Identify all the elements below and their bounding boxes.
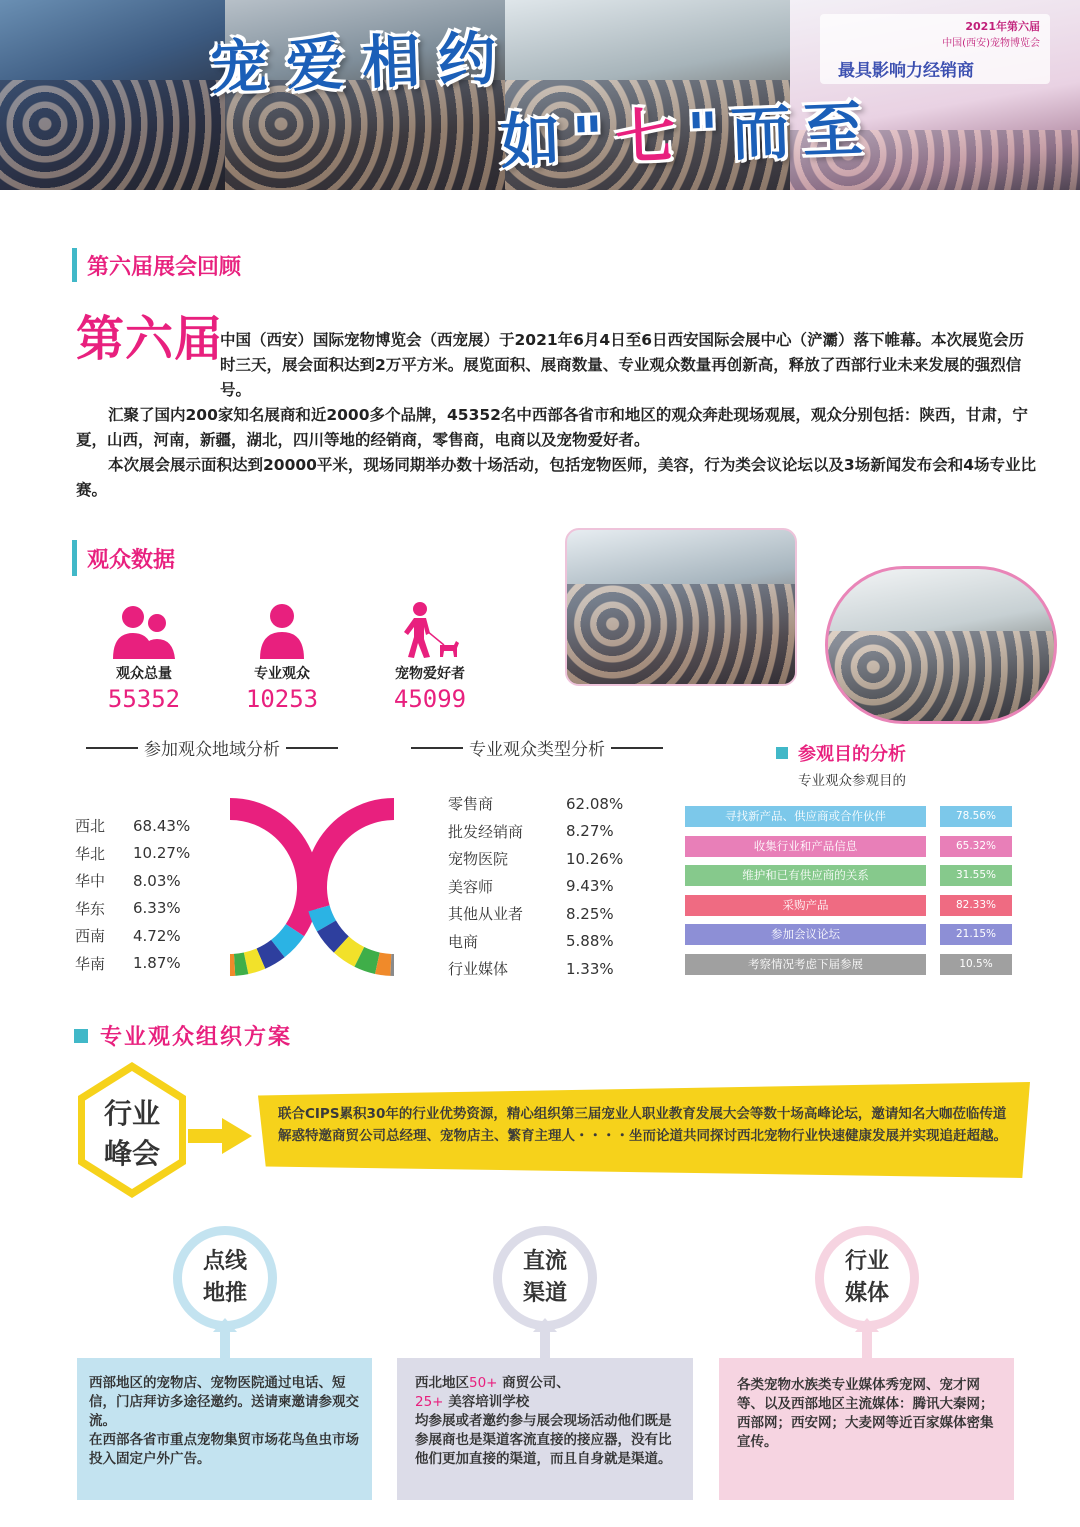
exhibition-booth-photo bbox=[825, 566, 1057, 724]
type-analysis-title-text: 专业观众类型分析 bbox=[469, 740, 605, 760]
stat-label: 专业观众 bbox=[254, 666, 310, 682]
channel-3-line1: 行业 bbox=[844, 1249, 889, 1274]
region-name: 西北 bbox=[75, 817, 106, 836]
review-big-title: 第六届 bbox=[76, 311, 224, 367]
type-value: 8.25% bbox=[566, 904, 614, 923]
region-row bbox=[75, 812, 190, 840]
region-row bbox=[75, 867, 190, 895]
purpose-heading bbox=[776, 740, 906, 766]
region-ring-segment bbox=[261, 949, 278, 959]
purpose-bar-value: 78.56% bbox=[940, 806, 1012, 827]
distribution-rings bbox=[212, 792, 412, 982]
channel-2-line2: 渠道 bbox=[522, 1281, 567, 1306]
type-ring-segment bbox=[341, 945, 359, 957]
stat-label: 观众总量 bbox=[116, 666, 172, 682]
audience-heading bbox=[72, 540, 175, 576]
review-paragraph-1: 中国（西安）国际宠物博览会（西宠展）于2021年6月4日至6日西安国际会展中心（浐灞）落下帷幕。本次展览会历时三天，展会面积达到2万平方米。展览面积、展商数量、专业观众数量再创新高，释放了西部行业未来发展的强烈信号。 bbox=[220, 331, 1024, 399]
channel-direct-distribution bbox=[493, 1226, 597, 1330]
direct-channel-text: 均参展或者邀约参与展会现场活动他们既是参展商也是渠道客流直接的接应器，没有比他们更加直接的渠道，而且自身就是渠道。 bbox=[415, 1413, 672, 1467]
channel-2-line1: 直流 bbox=[522, 1249, 567, 1274]
banner-sub-pre: 如" bbox=[499, 103, 617, 178]
region-ring-segment bbox=[246, 959, 261, 964]
type-name: 零售商 bbox=[448, 795, 494, 814]
award-sign-line1: 2021年第六届 bbox=[965, 20, 1040, 33]
type-value: 5.88% bbox=[566, 932, 614, 951]
direct-channel-count-1: 50+ bbox=[469, 1375, 498, 1391]
award-sign bbox=[820, 14, 1050, 84]
person-icon bbox=[222, 597, 342, 659]
type-name: 电商 bbox=[448, 932, 479, 951]
arrow-right-icon bbox=[188, 1118, 252, 1154]
summit-label bbox=[90, 1094, 174, 1174]
group-people-icon bbox=[84, 597, 204, 659]
type-row bbox=[448, 900, 623, 928]
type-table bbox=[448, 790, 623, 983]
summit-description: 联合CIPS累积30年的行业优势资源，精心组织第三届宠业人职业教育发展大会等数十场高峰论坛，邀请知名大咖莅临传道解惑特邀商贸公司总经理、宠物店主、繁育主理人・・・・坐而论道共同探讨西北宠物行业快速健康发展并实现追赶超越。 bbox=[278, 1106, 1007, 1144]
purpose-bar-row bbox=[685, 895, 1012, 916]
purpose-bar-value: 21.15% bbox=[940, 924, 1012, 945]
type-name: 其他从业者 bbox=[448, 905, 524, 924]
purpose-bar-value: 65.32% bbox=[940, 836, 1012, 857]
region-value: 8.03% bbox=[133, 871, 181, 890]
industry-media-text: 各类宠物水族类专业媒体秀宠网、宠才网等、以及西部地区主流媒体：腾讯大秦网；西部网；西安网；大麦网等近百家媒体密集宣传。 bbox=[737, 1377, 994, 1450]
purpose-bar-row bbox=[685, 954, 1012, 975]
exhibition-crowd-photo bbox=[565, 528, 797, 686]
channel-ground-promotion bbox=[173, 1226, 277, 1330]
type-value: 8.27% bbox=[566, 822, 614, 841]
person-walking-dog-icon bbox=[370, 597, 490, 659]
stat-value: 10253 bbox=[245, 685, 319, 713]
purpose-bar-value: 10.5% bbox=[940, 954, 1012, 975]
award-sign-line3: 最具影响力经销商 bbox=[838, 61, 974, 81]
stat-value: 45099 bbox=[393, 685, 467, 713]
region-row bbox=[75, 950, 190, 978]
direct-channel-count-2: 25+ bbox=[415, 1394, 444, 1410]
purpose-bar-value: 82.33% bbox=[940, 895, 1012, 916]
region-analysis-title bbox=[80, 735, 344, 760]
purpose-bar-label: 考察情况考虑下届参展 bbox=[685, 954, 926, 975]
type-row bbox=[448, 928, 623, 956]
type-name: 批发经销商 bbox=[448, 822, 524, 841]
region-name: 华北 bbox=[75, 844, 106, 863]
type-ring-segment bbox=[319, 908, 326, 926]
industry-media-box bbox=[719, 1358, 1014, 1500]
purpose-bar-row bbox=[685, 836, 1012, 857]
type-ring-segment bbox=[377, 963, 391, 965]
channel-industry-media bbox=[815, 1226, 919, 1330]
type-value: 9.43% bbox=[566, 877, 614, 896]
channel-1-line1: 点线 bbox=[202, 1249, 247, 1274]
region-table bbox=[75, 812, 190, 977]
type-row bbox=[448, 845, 623, 873]
stat-value: 55352 bbox=[107, 685, 181, 713]
banner-title: 宠爱相约 bbox=[209, 23, 516, 103]
stat-total-visitors bbox=[84, 597, 204, 713]
type-name: 宠物医院 bbox=[448, 850, 509, 869]
purpose-bar-row bbox=[685, 924, 1012, 945]
purpose-bar-label: 参加会议论坛 bbox=[685, 924, 926, 945]
type-ring-segment bbox=[316, 809, 394, 908]
summit-label-line1: 行业 bbox=[103, 1097, 160, 1130]
audience-heading-text: 观众数据 bbox=[87, 547, 176, 573]
purpose-bar-row bbox=[685, 806, 1012, 827]
ground-promotion-box bbox=[77, 1358, 372, 1500]
region-ring-segment bbox=[278, 930, 295, 948]
summit-label-line2: 峰会 bbox=[103, 1137, 160, 1170]
purpose-bar-label: 收集行业和产品信息 bbox=[685, 836, 926, 857]
type-row bbox=[448, 818, 623, 846]
region-name: 华中 bbox=[75, 872, 106, 891]
banner-sub-post: "而至 bbox=[686, 94, 876, 171]
org-heading bbox=[74, 1020, 292, 1051]
purpose-bar-label: 寻找新产品、供应商或合作伙伴 bbox=[685, 806, 926, 827]
stat-label: 宠物爱好者 bbox=[395, 666, 465, 682]
type-ring-segment bbox=[359, 957, 377, 963]
ground-promotion-text-2: 在西部各省市重点宠物集贸市场花鸟鱼虫市场投入固定户外广告。 bbox=[89, 1432, 359, 1467]
stat-pro-visitors bbox=[222, 597, 342, 713]
review-body bbox=[76, 328, 1036, 503]
purpose-bar-row bbox=[685, 865, 1012, 886]
type-value: 62.08% bbox=[566, 794, 624, 813]
channel-3-line2: 媒体 bbox=[844, 1281, 889, 1306]
review-heading-text: 第六届展会回顾 bbox=[87, 254, 242, 280]
region-row bbox=[75, 840, 190, 868]
region-ring-segment bbox=[230, 809, 308, 930]
ground-promotion-text-1: 西部地区的宠物店、宠物医院通过电话、短信，门店拜访多途径邀约。送请柬邀请参观交流。 bbox=[89, 1375, 359, 1429]
region-analysis-title-text: 参加观众地域分析 bbox=[144, 740, 280, 760]
stat-pet-lovers bbox=[370, 597, 490, 713]
type-row bbox=[448, 955, 623, 983]
type-value: 10.26% bbox=[566, 849, 624, 868]
region-name: 华东 bbox=[75, 899, 106, 918]
review-heading bbox=[72, 248, 241, 282]
banner-subtitle bbox=[499, 81, 876, 180]
direct-channel-schools: 美容培训学校 bbox=[448, 1394, 530, 1410]
type-analysis-title bbox=[405, 735, 669, 760]
crowd-photo-1 bbox=[0, 0, 225, 190]
direct-channel-trade: 商贸公司、 bbox=[502, 1375, 570, 1391]
type-value: 1.33% bbox=[566, 959, 614, 978]
region-value: 4.72% bbox=[133, 926, 181, 945]
region-row bbox=[75, 922, 190, 950]
purpose-subtitle: 专业观众参观目的 bbox=[798, 773, 906, 789]
region-name: 西南 bbox=[75, 927, 106, 946]
purpose-heading-text: 参观目的分析 bbox=[798, 744, 906, 765]
region-value: 1.87% bbox=[133, 954, 181, 973]
direct-channel-region: 西北地区 bbox=[415, 1375, 469, 1391]
type-name: 行业媒体 bbox=[448, 960, 509, 979]
review-paragraph-2: 汇聚了国内200家知名展商和近2000多个品牌，45352名中西部各省市和地区的观众奔赴现场观展，观众分别包括：陕西，甘肃，宁夏，山西，河南，新疆，湖北，四川等地的经销商，零售商，电商以及宠物爱好者。 bbox=[76, 406, 1028, 449]
review-paragraph-3: 本次展会展示面积达到20000平米，现场同期举办数十场活动，包括宠物医师，美容，行为类会议论坛以及3场新闻发布会和4场专业比赛。 bbox=[76, 456, 1036, 499]
purpose-bar-value: 31.55% bbox=[940, 865, 1012, 886]
region-value: 68.43% bbox=[133, 816, 191, 835]
purpose-bar-label: 维护和已有供应商的关系 bbox=[685, 865, 926, 886]
type-row bbox=[448, 790, 623, 818]
type-ring-segment bbox=[326, 926, 341, 945]
purpose-bar-label: 采购产品 bbox=[685, 895, 926, 916]
banner-sub-seven: 七 bbox=[614, 101, 689, 174]
region-value: 6.33% bbox=[133, 899, 181, 918]
direct-channel-box bbox=[397, 1358, 693, 1500]
channel-1-line2: 地推 bbox=[202, 1281, 247, 1306]
region-row bbox=[75, 895, 190, 923]
region-name: 华南 bbox=[75, 954, 106, 973]
org-heading-text: 专业观众组织方案 bbox=[100, 1025, 293, 1050]
award-sign-line2: 中国(西安)宠物博览会 bbox=[942, 38, 1040, 49]
region-value: 10.27% bbox=[133, 844, 191, 863]
region-ring-segment bbox=[235, 963, 246, 965]
type-name: 美容师 bbox=[448, 877, 494, 896]
type-row bbox=[448, 873, 623, 901]
